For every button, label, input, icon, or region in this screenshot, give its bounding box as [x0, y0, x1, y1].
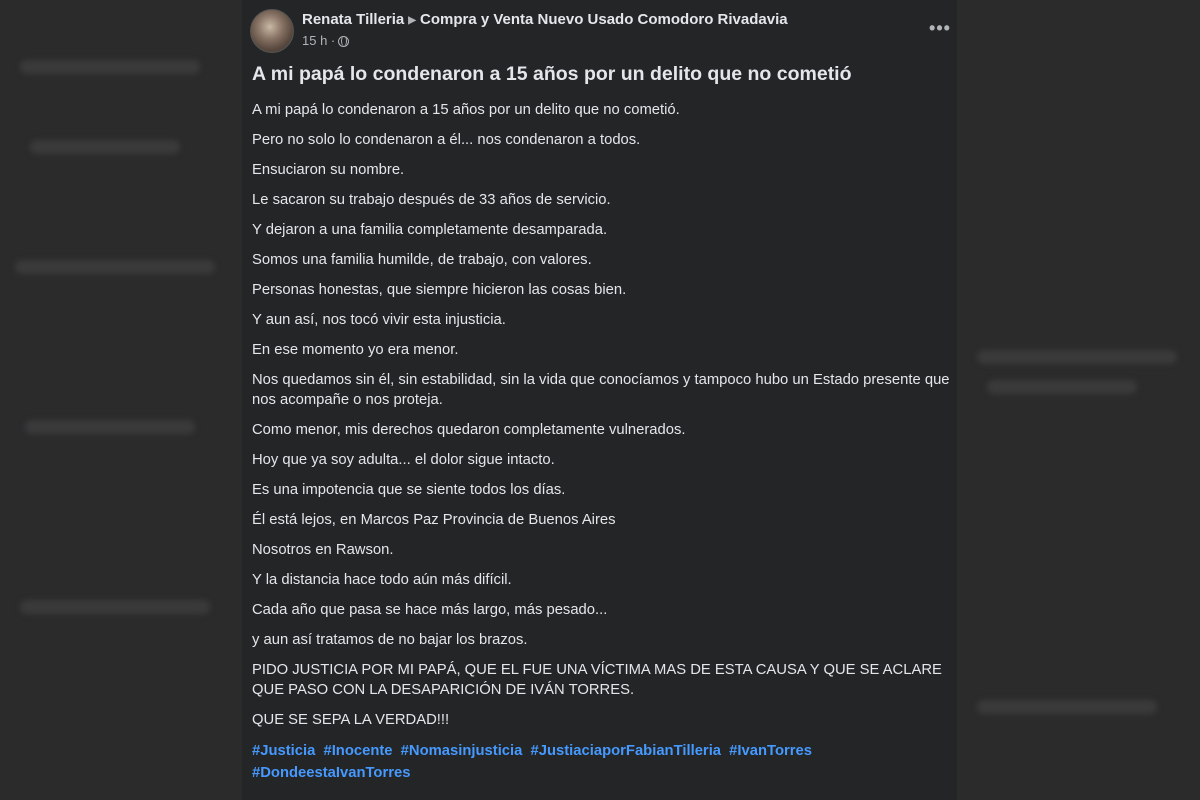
group-name[interactable]: Compra y Venta Nuevo Usado Comodoro Rivadavia: [419, 11, 788, 28]
caret-right-icon: ▶: [408, 15, 416, 26]
post-paragraph: Él está lejos, en Marcos Paz Provincia de Buenos Aires: [252, 512, 616, 528]
hashtag-link[interactable]: #DondeestaIvanTorres: [252, 765, 411, 781]
post-paragraph: Y aun así, nos tocó vivir esta injusticia.: [252, 312, 506, 328]
post-paragraph: Hoy que ya soy adulta... el dolor sigue intacto.: [252, 452, 555, 468]
post-paragraph: Es una impotencia que se siente todos los días.: [252, 482, 566, 498]
more-icon[interactable]: •••: [929, 18, 951, 38]
post-paragraph: Somos una familia humilde, de trabajo, con valores.: [252, 252, 592, 268]
post-meta: 15 h ·: [302, 33, 349, 48]
author-avatar[interactable]: [250, 9, 294, 53]
post-paragraph: PIDO JUSTICIA POR MI PAPÁ, QUE EL FUE UNA VÍCTIMA MAS DE ESTA CAUSA Y QUE SE ACLARE QUE PASO CON LA DESAPARICIÓN DE IVÁN TORRES.: [252, 662, 942, 698]
hashtag-link[interactable]: #Nomasinjusticia: [400, 743, 523, 759]
post-title: A mi papá lo condenaron a 15 años por un delito que no cometió: [252, 63, 852, 85]
post-paragraphs: [252, 100, 952, 730]
post-paragraph: Como menor, mis derechos quedaron completamente vulnerados.: [252, 422, 686, 438]
post-paragraph: Nos quedamos sin él, sin estabilidad, sin la vida que conocíamos y tampoco hubo un Estado presente que nos acompañe o nos proteja.: [252, 372, 950, 408]
hashtag-link[interactable]: #IvanTorres: [729, 743, 812, 759]
facebook-post: [242, 0, 957, 800]
post-paragraph: Cada año que pasa se hace más largo, más pesado...: [252, 602, 608, 618]
blurred-right-panel: [957, 0, 1200, 800]
post-paragraph: QUE SE SEPA LA VERDAD!!!: [252, 712, 450, 728]
post-time[interactable]: 15 h: [302, 33, 328, 48]
blurred-left-panel: [0, 0, 242, 800]
globe-icon: [338, 36, 349, 47]
post-paragraph: Y dejaron a una familia completamente desamparada.: [252, 222, 608, 238]
post-paragraph: Le sacaron su trabajo después de 33 años de servicio.: [252, 192, 611, 208]
post-paragraph: Ensuciaron su nombre.: [252, 162, 405, 178]
author-name[interactable]: Renata Tilleria: [302, 11, 405, 28]
hashtag-list: [252, 740, 952, 784]
post-paragraph: Nosotros en Rawson.: [252, 542, 394, 558]
hashtag-link[interactable]: #Inocente: [323, 743, 393, 759]
post-paragraph: A mi papá lo condenaron a 15 años por un delito que no cometió.: [252, 102, 680, 118]
hashtag-link[interactable]: #Justicia: [252, 743, 316, 759]
post-body: [252, 100, 952, 784]
post-paragraph: Y la distancia hace todo aún más difícil.: [252, 572, 512, 588]
post-paragraph: y aun así tratamos de no bajar los brazos.: [252, 632, 528, 648]
post-paragraph: Personas honestas, que siempre hicieron las cosas bien.: [252, 282, 627, 298]
author-line: [302, 11, 788, 28]
post-paragraph: Pero no solo lo condenaron a él... nos condenaron a todos.: [252, 132, 641, 148]
post-paragraph: En ese momento yo era menor.: [252, 342, 459, 358]
post-header: [250, 8, 950, 54]
hashtag-link[interactable]: #JustiaciaporFabianTilleria: [530, 743, 722, 759]
